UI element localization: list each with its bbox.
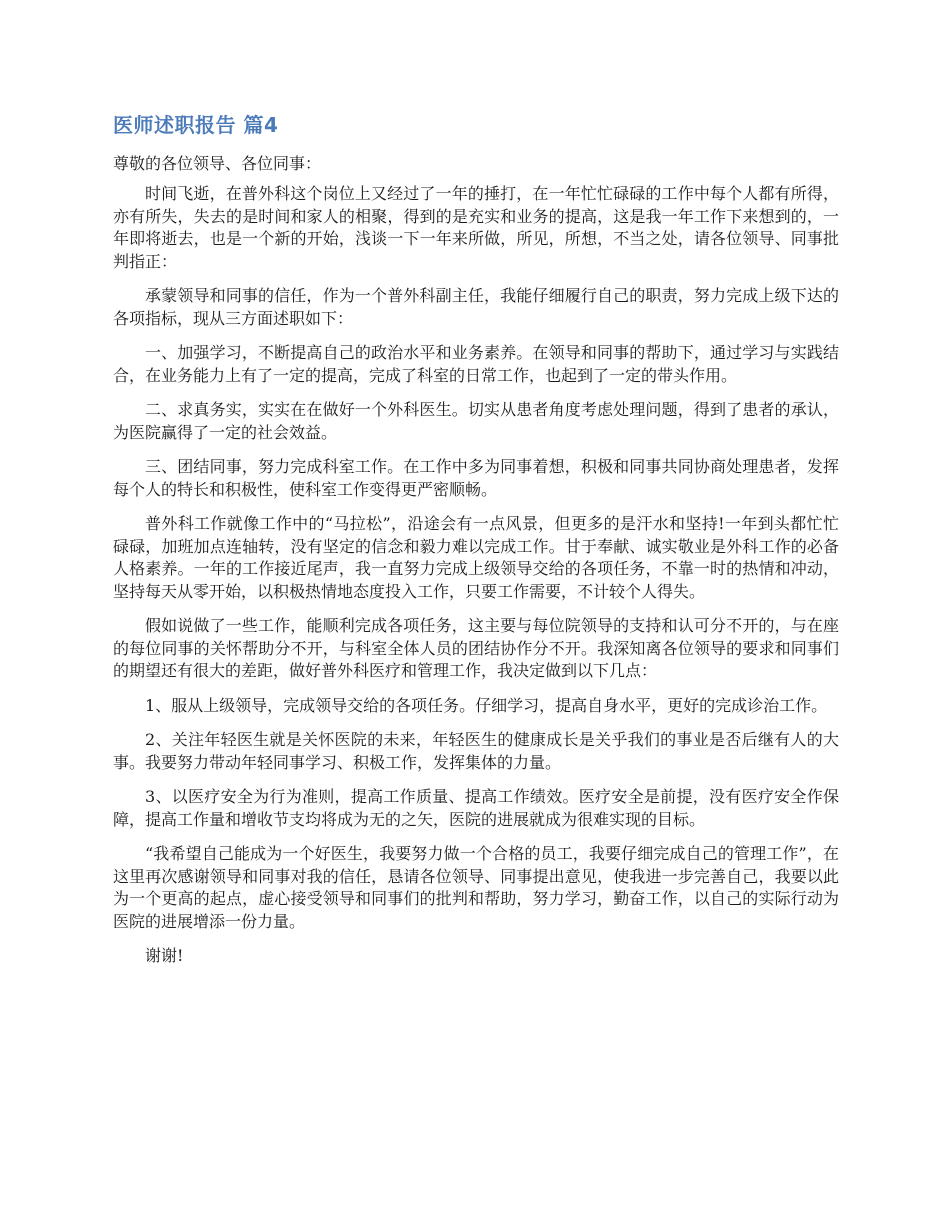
paragraph-closing: “我希望自己能成为一个好医生，我要努力做一个合格的员工，我要仔细完成自己的管理工作”，在这里再次感谢领导和同事对我的信任，恳请各位领导、同事提出意见，使我进一步完善自己，我要以此为一个更高的起点，虚心接受领导和同事们的批判和帮助，努力学习，勤奋工作，以自己的实际行动为医院的进展增添一份力量。 (113, 844, 839, 931)
paragraph-thanks: 谢谢! (145, 946, 184, 965)
paragraph-point-one: 一、加强学习，不断提高自己的政治水平和业务素养。在领导和同事的帮助下，通过学习与实践结合，在业务能力上有了一定的提高，完成了科室的日常工作，也起到了一定的带头作用。 (113, 343, 839, 385)
document-page (113, 111, 839, 980)
paragraph-overview: 承蒙领导和同事的信任，作为一个普外科副主任，我能仔细履行自己的职责，努力完成上级下达的各项指标，现从三方面述职如下： (113, 286, 839, 328)
paragraph-marathon: 普外科工作就像工作中的“马拉松”，沿途会有一点风景，但更多的是汗水和坚持!一年到头都忙忙碌碌，加班加点连轴转，没有坚定的信念和毅力难以完成工作。甘于奉献、诚实敬业是外科工作的必备人格素养。一年的工作接近尾声，我一直努力完成上级领导交给的各项任务，不靠一时的热情和冲动，坚持每天从零开始，以积极热情地态度投入工作，只要工作需要，不计较个人得失。 (113, 514, 839, 601)
paragraph-point-three: 三、团结同事，努力完成科室工作。在工作中多为同事着想，积极和同事共同协商处理患者，发挥每个人的特长和积极性，使科室工作变得更严密顺畅。 (113, 457, 839, 499)
paragraph-plan-one: 1、服从上级领导，完成领导交给的各项任务。仔细学习，提高自身水平，更好的完成诊治工作。 (145, 695, 828, 715)
paragraph-plan-three: 3、以医疗安全为行为准则，提高工作质量、提高工作绩效。医疗安全是前提，没有医疗安全作保障，提高工作量和增收节支均将成为无的之矢，医院的进展就成为很难实现的目标。 (113, 787, 839, 829)
page-title: 医师述职报告 篇4 (113, 113, 279, 137)
salutation: 尊敬的各位领导、各位同事： (113, 154, 322, 173)
paragraph-plans-intro: 假如说做了一些工作，能顺利完成各项任务，这主要与每位院领导的支持和认可分不开的，与在座的每位同事的关怀帮助分不开，与科室全体人员的团结协作分不开。我深知离各位领导的要求和同事们的期望还有很大的差距，做好普外科医疗和管理工作，我决定做到以下几点： (113, 616, 839, 680)
paragraph-intro: 时间飞逝，在普外科这个岗位上又经过了一年的捶打，在一年忙忙碌碌的工作中每个人都有所得，亦有所失，失去的是时间和家人的相聚，得到的是充实和业务的提高，这是我一年工作下来想到的，一年即将逝去，也是一个新的开始，浅谈一下一年来所做，所见，所想，不当之处，请各位领导、同事批判指正： (113, 184, 839, 271)
paragraph-plan-two: 2、关注年轻医生就是关怀医院的未来，年轻医生的健康成长是关乎我们的事业是否后继有人的大事。我要努力带动年轻同事学习、积极工作，发挥集体的力量。 (113, 730, 839, 772)
paragraph-point-two: 二、求真务实，实实在在做好一个外科医生。切实从患者角度考虑处理问题，得到了患者的承认，为医院赢得了一定的社会效益。 (113, 400, 839, 442)
